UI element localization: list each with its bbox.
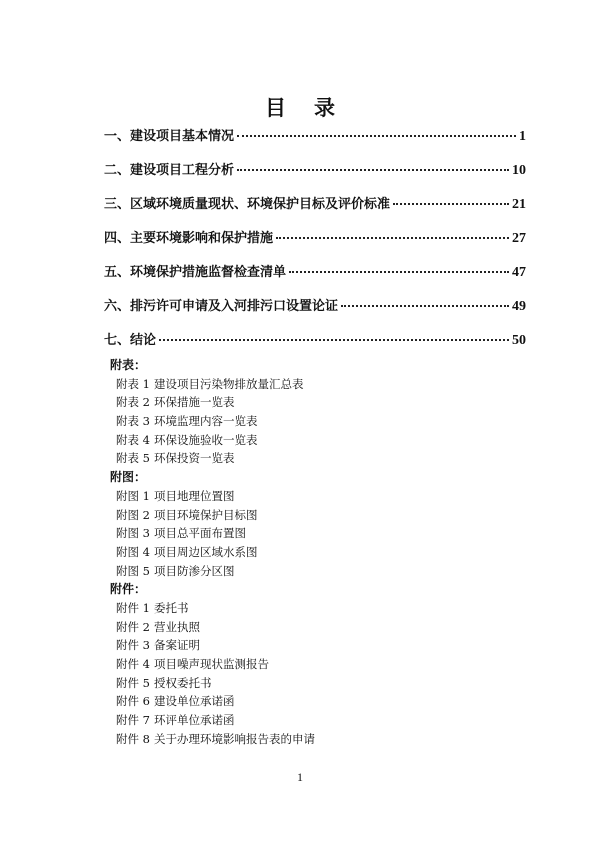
- appendix-item: [110, 674, 530, 693]
- appendix-item-text: 项目地理位置图: [153, 488, 235, 503]
- toc-entry-label: 一、建设项目基本情况: [104, 129, 235, 144]
- toc-entry[interactable]: [104, 324, 526, 358]
- toc-entry-page: 50: [512, 333, 526, 348]
- appendix-item-text: 环境监理内容一览表: [153, 414, 258, 429]
- appendix-item: [110, 506, 530, 525]
- toc-entry-label: 五、环境保护措施监督检查清单: [104, 265, 287, 280]
- toc-entry-label: 七、结论: [104, 333, 157, 348]
- appendix-item-text: 项目环境保护目标图: [153, 507, 258, 522]
- toc-entry-page: 47: [512, 265, 526, 280]
- appendix-item-text: 环保投资一览表: [153, 451, 235, 466]
- appendix-item-text: 委托书: [153, 600, 189, 615]
- toc-entry[interactable]: [104, 120, 526, 154]
- toc-entry[interactable]: [104, 256, 526, 290]
- toc-entry[interactable]: [104, 222, 526, 256]
- appendix-item: [110, 412, 530, 431]
- appendix-item: [110, 711, 530, 730]
- appendix-item-number: 附表 2: [116, 395, 150, 410]
- appendix-item-text: 关于办理环境影响报告表的申请: [153, 731, 315, 746]
- toc-dot-leader: [237, 169, 509, 171]
- toc-dot-leader: [289, 271, 509, 273]
- appendix-item: [110, 449, 530, 468]
- toc-dot-leader: [393, 203, 509, 205]
- appendix-item-text: 建设单位承诺函: [153, 694, 235, 709]
- appendix-section-heading: 附图：: [110, 470, 147, 485]
- appendix-item: [110, 636, 530, 655]
- appendix-item: [110, 393, 530, 412]
- toc-entry-page: 21: [512, 197, 526, 212]
- appendix-item-number: 附表 5: [116, 451, 150, 466]
- appendix-item-number: 附表 1: [116, 376, 150, 391]
- toc-entry-page: 1: [519, 129, 526, 144]
- appendix-item: [110, 692, 530, 711]
- toc-entry[interactable]: [104, 154, 526, 188]
- appendix-section-heading: 附表：: [110, 358, 147, 372]
- appendix-item-number: 附件 8: [116, 731, 150, 746]
- appendix-item-number: 附件 3: [116, 638, 150, 653]
- page-number: 1: [297, 770, 303, 784]
- appendix-list: [110, 356, 530, 748]
- appendix-item: [110, 431, 530, 450]
- appendix-item-text: 营业执照: [153, 619, 200, 634]
- appendix-section-heading: 附件：: [110, 582, 147, 597]
- appendix-item: [110, 730, 530, 749]
- toc-entry-label: 二、建设项目工程分析: [104, 163, 235, 178]
- appendix-item-number: 附图 2: [116, 507, 150, 522]
- appendix-item: [110, 375, 530, 394]
- appendix-item: [110, 487, 530, 506]
- appendix-item: [110, 543, 530, 562]
- appendix-item-number: 附图 3: [116, 526, 150, 541]
- appendix-item-number: 附表 3: [116, 414, 150, 429]
- toc-entry[interactable]: [104, 188, 526, 222]
- appendix-item-number: 附件 2: [116, 619, 150, 634]
- toc-dot-leader: [276, 237, 509, 239]
- toc-entry-label: 四、主要环境影响和保护措施: [104, 231, 274, 246]
- appendix-item-number: 附件 4: [116, 657, 150, 671]
- appendix-item-number: 附件 5: [116, 675, 150, 690]
- appendix-item-text: 建设项目污染物排放量汇总表: [153, 376, 304, 391]
- appendix-item: [110, 562, 530, 581]
- appendix-item-number: 附表 4: [116, 432, 150, 447]
- appendix-item-text: 项目噪声现状监测报告: [153, 657, 269, 671]
- toc-entry-label: 三、区域环境质量现状、环境保护目标及评价标准: [104, 197, 391, 212]
- appendix-item-text: 环保设施验收一览表: [153, 432, 258, 447]
- appendix-item-number: 附件 1: [116, 600, 150, 615]
- appendix-item-number: 附图 1: [116, 488, 150, 503]
- appendix-item-number: 附图 4: [116, 544, 150, 559]
- appendix-item: [110, 524, 530, 543]
- appendix-item-text: 环评单位承诺函: [153, 713, 235, 728]
- toc-entry-page: 49: [512, 299, 526, 314]
- appendix-item-text: 项目防渗分区图: [153, 563, 235, 578]
- appendix-item: [110, 599, 530, 618]
- toc-entry-page: 10: [512, 163, 526, 178]
- toc-dot-leader: [159, 339, 509, 341]
- toc-dot-leader: [341, 305, 509, 307]
- toc-entry[interactable]: [104, 290, 526, 324]
- toc-entry-page: 27: [512, 231, 526, 246]
- page-title: 目录: [265, 96, 363, 120]
- appendix-item-text: 授权委托书: [153, 675, 212, 690]
- toc-dot-leader: [237, 135, 516, 137]
- appendix-item: [110, 618, 530, 637]
- appendix-item-text: 项目总平面布置图: [153, 526, 246, 541]
- appendix-item-text: 环保措施一览表: [153, 395, 235, 410]
- appendix-item-text: 项目周边区域水系图: [153, 544, 258, 559]
- toc-entry-label: 六、排污许可申请及入河排污口设置论证: [104, 299, 339, 314]
- appendix-item: [110, 655, 530, 674]
- appendix-item-number: 附件 6: [116, 694, 150, 709]
- appendix-item-number: 附件 7: [116, 713, 150, 728]
- appendix-item-text: 备案证明: [153, 638, 200, 653]
- appendix-item-number: 附图 5: [116, 563, 150, 578]
- table-of-contents: [104, 120, 526, 358]
